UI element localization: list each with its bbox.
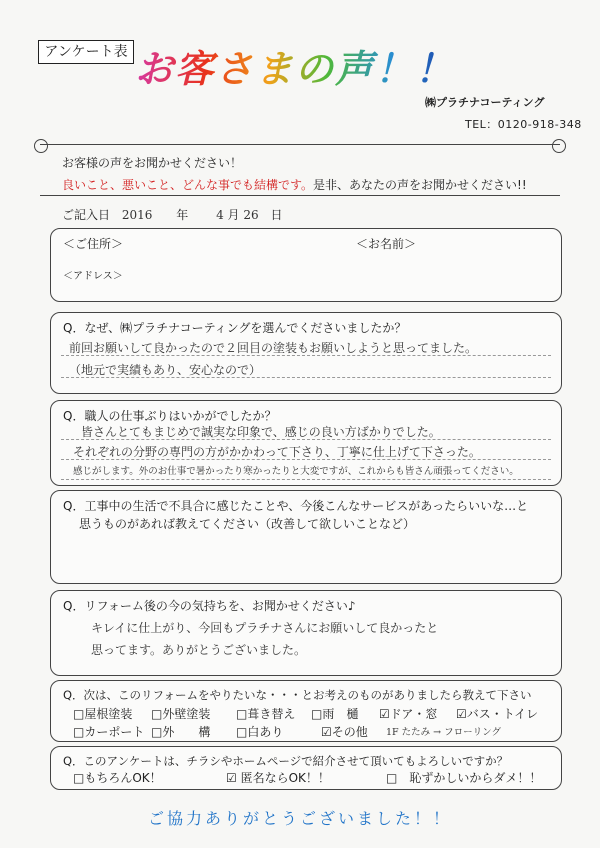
option-roof-paint[interactable]: □屋根塗装	[73, 707, 133, 721]
other-note: 1F たたみ → フローリング	[386, 727, 501, 738]
intro-line-2	[62, 176, 527, 193]
page-title: お客さまの声！！	[135, 38, 455, 93]
date-month: 4	[216, 208, 224, 222]
option-exterior[interactable]: □外 構	[151, 725, 211, 739]
entry-date	[62, 206, 283, 223]
option-termite[interactable]: □白あり	[236, 725, 284, 739]
option-wall-paint[interactable]: □外壁塗装	[151, 707, 211, 721]
answer-2-line-1: 皆さんとてもまじめで誠実な印象で、感じの良い方ばかりでした。	[81, 425, 441, 439]
option-reroof[interactable]: □葺き替え	[236, 707, 296, 721]
survey-tag: アンケート表	[38, 40, 134, 64]
address-label: ＜ご住所＞	[63, 237, 124, 251]
answer-1-line-2: （地元で実績もあり、安心なので）	[69, 363, 262, 377]
intro-line-2-rest: 是非、あなたの声をお聞かせください!!	[313, 178, 527, 192]
option-door-window[interactable]: ☑ドア・窓	[379, 707, 438, 721]
question-3-line-2: 思うものがあれば教えてください（改善して欲しいことなど）	[79, 517, 416, 531]
name-label: ＜お名前＞	[356, 237, 417, 251]
date-day-unit: 日	[270, 208, 283, 222]
option-ok[interactable]: □もちろんOK！	[73, 771, 162, 785]
date-year: 2016	[121, 208, 153, 222]
email-label: ＜アドレス＞	[63, 271, 123, 282]
question-6-box	[50, 746, 562, 790]
answer-2-line-2: それぞれの分野の専門の方がかかわって下さり、丁寧に仕上げて下さった。	[73, 445, 481, 459]
question-5: Q．次は、このリフォームをやりたいな・・・とお考えのものがありましたら教えて下さい	[63, 688, 532, 702]
contact-box	[50, 228, 562, 302]
question-1-box	[50, 312, 562, 394]
intro-line-1: お客様の声をお聞かせください！	[62, 156, 243, 170]
date-year-unit: 年	[176, 208, 189, 222]
answer-2-line-3: 感じがします。外のお仕事で暑かったり寒かったりと大変ですが、これからも皆さん頑張ってください。	[73, 466, 519, 477]
answer-4-line-2: 思ってます。ありがとうございました。	[91, 643, 307, 657]
thanks-message: ご協力ありがとうございました！！	[147, 809, 452, 828]
question-1: Q．なぜ、㈱プラチナコーティングを選んでくださいましたか？	[63, 321, 407, 335]
answer-4-line-1: キレイに仕上がり、今回もプラチナさんにお願いして良かったと	[91, 621, 439, 635]
question-6: Q．このアンケートは、チラシやホームページで紹介させて頂いてもよろしいですか？	[63, 754, 509, 768]
question-2-box	[50, 400, 562, 486]
company-name: ㈱プラチナコーティング	[425, 96, 545, 109]
scroll-curl-left-icon	[34, 139, 48, 153]
question-3-line-1: Q．工事中の生活で不具合に感じたことや、今後こんなサービスがあったらいいな…と	[63, 499, 529, 513]
date-month-unit: 月	[227, 208, 240, 222]
question-4-box	[50, 590, 562, 676]
intro-line-2-red: 良いこと、悪いこと、どんな事でも結構です。	[62, 178, 314, 192]
option-gutter[interactable]: □雨 樋	[311, 707, 359, 721]
option-other[interactable]: ☑その他	[321, 725, 368, 739]
option-no[interactable]: □ 恥ずかしいからダメ！！	[386, 771, 542, 785]
option-bath-toilet[interactable]: ☑バス・トイレ	[456, 707, 539, 721]
question-4: Q．リフォーム後の今の気持ちを、お聞かせください♪	[63, 599, 356, 613]
date-label: ご記入日	[62, 208, 111, 222]
answer-1-line-1: 前回お願いして良かったので２回目の塗装もお願いしようと思ってました。	[69, 341, 478, 355]
option-anonymous-ok[interactable]: ☑ 匿名ならOK！！	[226, 771, 330, 785]
question-5-box	[50, 680, 562, 742]
question-2: Q．職人の仕事ぶりはいかがでしたか？	[63, 409, 277, 423]
date-day: 26	[243, 208, 259, 222]
scroll-curl-right-icon	[552, 139, 566, 153]
phone-number: TEL：0120-918-348	[465, 118, 582, 131]
question-3-box	[50, 490, 562, 584]
option-carport[interactable]: □カーポート	[73, 725, 145, 739]
